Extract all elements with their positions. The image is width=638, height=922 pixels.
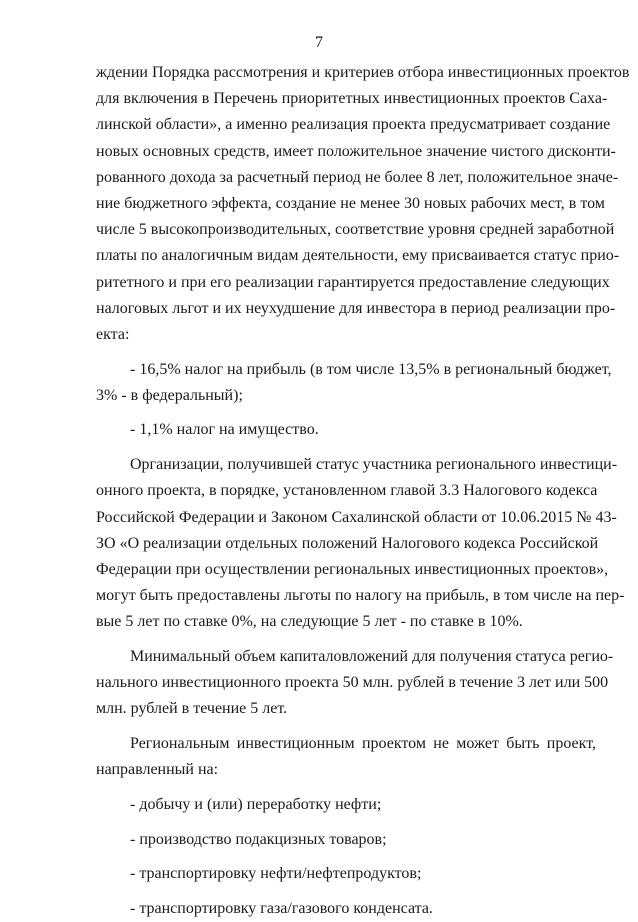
- paragraph-gap: [96, 444, 596, 453]
- text-line: - производство подакцизных товаров;: [130, 830, 387, 848]
- text-line: Федерации при осуществлении региональных инвестиционных проектов»,: [96, 560, 609, 578]
- text-line: нального инвестиционного проекта 50 млн. рублей в течение 3 лет или 500: [96, 674, 609, 692]
- paragraph-gap: [96, 818, 596, 827]
- text-line: онного проекта, в порядке, установленном главой 3.3 Налогового кодекса: [96, 482, 598, 500]
- text-line: ЗО «О реализации отдельных положений Налогового кодекса Российской: [96, 534, 599, 552]
- text-line: Региональным инвестиционным проектом не может быть проект,: [130, 735, 596, 752]
- paragraph-gap: [96, 783, 596, 792]
- text-line: ритетного и при его реализации гарантируется предоставление следующих: [96, 273, 610, 291]
- paragraph-gap: [96, 348, 596, 357]
- paragraph: [96, 731, 596, 783]
- text-line: новых основных средств, имеет положительное значение чистого дисконти-: [96, 142, 616, 160]
- text-line: Российской Федерации и Законом Сахалинской области от 10.06.2015 № 43-: [96, 508, 617, 526]
- paragraph: [96, 896, 596, 922]
- text-line: налоговых льгот и их неухудшение для инвестора в период реализации про-: [96, 299, 616, 317]
- paragraph: [96, 60, 630, 348]
- paragraph-gap: [96, 887, 596, 896]
- text-line: Минимальный объем капиталовложений для получения статуса регио-: [130, 647, 614, 665]
- text-line: млн. рублей в течение 5 лет.: [96, 700, 288, 718]
- text-line: - транспортировку газа/газового конденсата.: [130, 899, 433, 917]
- text-line: вые 5 лет по ставке 0%, на следующие 5 лет - по ставке в 10%.: [96, 613, 523, 631]
- text-line: ждении Порядка рассмотрения и критериев отбора инвестиционных проектов: [96, 64, 630, 81]
- text-line: - транспортировку нефти/нефтепродуктов;: [130, 865, 422, 883]
- text-line: - добычу и (или) переработку нефти;: [130, 795, 382, 813]
- text-line: линской области», а именно реализация проекта предусматривает создание: [96, 116, 611, 134]
- paragraph: [96, 861, 596, 887]
- text-line: екта:: [96, 325, 130, 343]
- text-line: числе 5 высокопроизводительных, соответствие уровня средней заработной: [96, 221, 615, 239]
- paragraph: [96, 417, 596, 443]
- text-line: Организации, получившей статус участника регионального инвестици-: [130, 456, 618, 474]
- text-line: могут быть предоставлены льготы по налогу на прибыль, в том числе на пер-: [96, 587, 625, 605]
- paragraph: [96, 644, 614, 723]
- text-line: 3% - в федеральный);: [96, 386, 243, 404]
- paragraph-gap: [96, 723, 596, 732]
- text-line: для включения в Перечень приоритетных инвестиционных проектов Саха-: [96, 90, 608, 108]
- document-body: [96, 60, 630, 922]
- paragraph-gap: [96, 853, 596, 862]
- text-line: рованного дохода за расчетный период не более 8 лет, положительное значе-: [96, 168, 619, 186]
- paragraph-gap: [96, 635, 596, 644]
- text-line: - 16,5% налог на прибыль (в том числе 13,5% в региональный бюджет,: [130, 360, 612, 378]
- paragraph: [96, 827, 596, 853]
- text-line: платы по аналогичным видам деятельности, ему присваивается статус прио-: [96, 247, 620, 265]
- text-line: направленный на:: [96, 761, 219, 779]
- text-line: ние бюджетного эффекта, создание не менее 30 новых рабочих мест, в том: [96, 194, 605, 212]
- page-number: 7: [315, 34, 323, 51]
- paragraph-gap: [96, 409, 596, 418]
- paragraph: [96, 792, 596, 818]
- paragraph: [96, 452, 625, 635]
- paragraph: [96, 357, 612, 409]
- text-line: - 1,1% налог на имущество.: [130, 421, 319, 439]
